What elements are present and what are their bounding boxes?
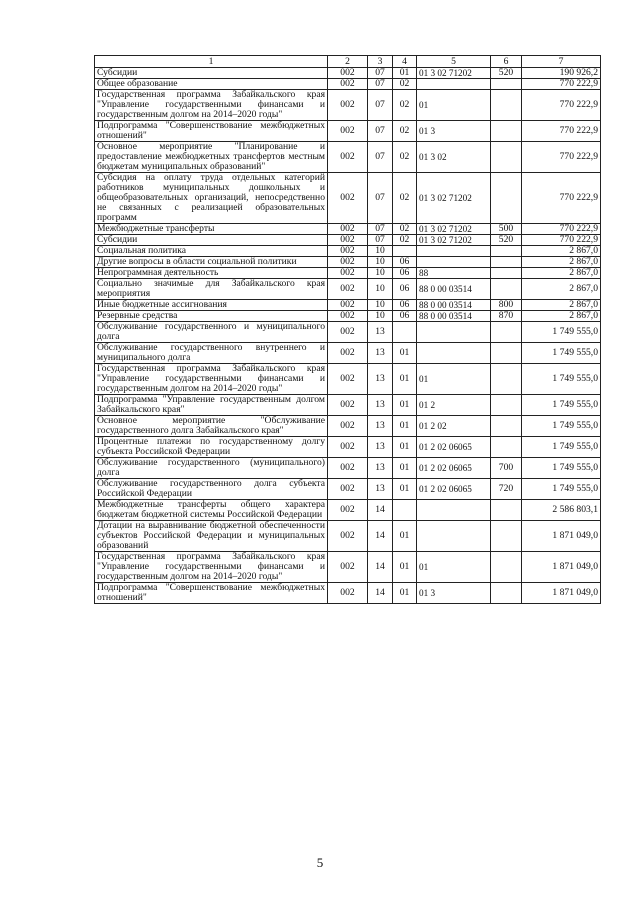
row-vr-cell: 870	[491, 311, 522, 322]
table-row	[95, 479, 601, 500]
row-ved-cell: 002	[328, 173, 368, 224]
row-csr-cell: 88 0 00 03514	[417, 279, 491, 300]
row-pr-cell	[393, 500, 417, 521]
row-pr-cell: 01	[393, 458, 417, 479]
row-ved-cell: 002	[328, 521, 368, 552]
row-vr-cell	[491, 246, 522, 257]
row-rz-cell: 07	[368, 173, 393, 224]
row-rz-cell: 07	[368, 79, 393, 90]
table-row	[95, 90, 601, 121]
row-vr-cell	[491, 364, 522, 395]
row-csr-cell: 01 2 02 06065	[417, 458, 491, 479]
row-vr-cell: 520	[491, 235, 522, 246]
row-rz-cell: 07	[368, 142, 393, 173]
row-ved-cell: 002	[328, 68, 368, 79]
row-vr-cell	[491, 322, 522, 343]
row-sum-cell: 1 749 555,0	[522, 437, 601, 458]
row-pr-cell: 02	[393, 235, 417, 246]
row-rz-cell: 07	[368, 68, 393, 79]
row-sum-cell: 2 867,0	[522, 257, 601, 268]
table-row	[95, 521, 601, 552]
row-pr-cell: 02	[393, 224, 417, 235]
row-rz-cell: 13	[368, 479, 393, 500]
row-vr-cell	[491, 90, 522, 121]
table-row	[95, 224, 601, 235]
row-sum-cell: 770 222,9	[522, 224, 601, 235]
row-csr-cell: 01	[417, 364, 491, 395]
row-name-cell: Основное мероприятие "Планирование и предоставление межбюджетных трансфертов местным бюджетам муниципальных образований"	[95, 142, 328, 173]
row-csr-cell: 01 2 02 06065	[417, 479, 491, 500]
row-pr-cell: 01	[393, 552, 417, 583]
row-csr-cell: 01 2 02 06065	[417, 437, 491, 458]
row-sum-cell: 1 749 555,0	[522, 458, 601, 479]
row-name-cell: Иные бюджетные ассигнования	[95, 300, 328, 311]
row-vr-cell	[491, 343, 522, 364]
row-name-cell: Обслуживание государственного внутреннего и муниципального долга	[95, 343, 328, 364]
row-pr-cell: 06	[393, 311, 417, 322]
row-vr-cell: 520	[491, 68, 522, 79]
row-vr-cell	[491, 521, 522, 552]
table-header-row	[95, 56, 601, 68]
row-csr-cell: 01 2 02	[417, 416, 491, 437]
row-sum-cell: 1 749 555,0	[522, 322, 601, 343]
row-vr-cell	[491, 500, 522, 521]
row-csr-cell: 88 0 00 03514	[417, 311, 491, 322]
row-vr-cell	[491, 552, 522, 583]
table-row	[95, 246, 601, 257]
row-sum-cell: 770 222,9	[522, 90, 601, 121]
row-ved-cell: 002	[328, 343, 368, 364]
row-name-cell: Субсидии	[95, 68, 328, 79]
row-rz-cell: 10	[368, 268, 393, 279]
table-row	[95, 142, 601, 173]
table-row	[95, 121, 601, 142]
row-ved-cell: 002	[328, 79, 368, 90]
row-name-cell: Обслуживание государственного (муниципального) долга	[95, 458, 328, 479]
row-name-cell: Государственная программа Забайкальского края "Управление государственными финансами и государственным долгом на 2014–2020 годы"	[95, 552, 328, 583]
row-pr-cell: 01	[393, 395, 417, 416]
row-vr-cell: 500	[491, 224, 522, 235]
row-pr-cell: 01	[393, 364, 417, 395]
row-name-cell: Подпрограмма "Совершенствование межбюджетных отношений"	[95, 583, 328, 604]
row-ved-cell: 002	[328, 224, 368, 235]
row-rz-cell: 14	[368, 521, 393, 552]
row-sum-cell: 2 867,0	[522, 246, 601, 257]
row-sum-cell: 1 749 555,0	[522, 364, 601, 395]
row-sum-cell: 770 222,9	[522, 235, 601, 246]
row-ved-cell: 002	[328, 416, 368, 437]
row-pr-cell: 01	[393, 343, 417, 364]
row-name-cell: Подпрограмма "Управление государственным долгом Забайкальского края"	[95, 395, 328, 416]
table-row	[95, 68, 601, 79]
row-pr-cell: 02	[393, 121, 417, 142]
table-row	[95, 343, 601, 364]
row-rz-cell: 07	[368, 121, 393, 142]
header-col-3: 3	[368, 56, 393, 68]
row-rz-cell: 13	[368, 322, 393, 343]
row-sum-cell: 770 222,9	[522, 79, 601, 90]
row-pr-cell: 01	[393, 68, 417, 79]
row-rz-cell: 07	[368, 90, 393, 121]
row-sum-cell: 1 871 049,0	[522, 552, 601, 583]
row-sum-cell: 770 222,9	[522, 121, 601, 142]
row-vr-cell	[491, 268, 522, 279]
row-sum-cell: 2 586 803,1	[522, 500, 601, 521]
table-row	[95, 322, 601, 343]
row-pr-cell: 02	[393, 173, 417, 224]
row-vr-cell	[491, 173, 522, 224]
row-vr-cell	[491, 121, 522, 142]
row-csr-cell: 01 3 02 71202	[417, 224, 491, 235]
table-row	[95, 583, 601, 604]
row-name-cell: Обслуживание государственного и муниципального долга	[95, 322, 328, 343]
row-ved-cell: 002	[328, 246, 368, 257]
row-vr-cell	[491, 416, 522, 437]
header-col-5: 5	[417, 56, 491, 68]
row-name-cell: Другие вопросы в области социальной политики	[95, 257, 328, 268]
table-row	[95, 257, 601, 268]
row-ved-cell: 002	[328, 311, 368, 322]
row-csr-cell: 01 3 02 71202	[417, 235, 491, 246]
row-pr-cell: 01	[393, 521, 417, 552]
table-row	[95, 268, 601, 279]
row-ved-cell: 002	[328, 479, 368, 500]
row-name-cell: Социальная политика	[95, 246, 328, 257]
row-rz-cell: 13	[368, 343, 393, 364]
row-csr-cell	[417, 521, 491, 552]
row-sum-cell: 1 749 555,0	[522, 395, 601, 416]
row-pr-cell: 01	[393, 437, 417, 458]
header-col-2: 2	[328, 56, 368, 68]
row-rz-cell: 10	[368, 300, 393, 311]
header-col-1: 1	[95, 56, 328, 68]
row-pr-cell: 02	[393, 142, 417, 173]
row-vr-cell	[491, 79, 522, 90]
row-csr-cell	[417, 343, 491, 364]
row-csr-cell: 01	[417, 90, 491, 121]
row-csr-cell: 01 3 02	[417, 142, 491, 173]
row-pr-cell: 01	[393, 479, 417, 500]
row-name-cell: Подпрограмма "Совершенствование межбюджетных отношений"	[95, 121, 328, 142]
row-rz-cell: 07	[368, 235, 393, 246]
row-name-cell: Субсидии	[95, 235, 328, 246]
row-rz-cell: 13	[368, 437, 393, 458]
row-name-cell: Государственная программа Забайкальского края "Управление государственными финансами и государственным долгом на 2014–2020 годы"	[95, 90, 328, 121]
row-pr-cell: 02	[393, 90, 417, 121]
table-row	[95, 364, 601, 395]
row-sum-cell: 1 871 049,0	[522, 583, 601, 604]
row-ved-cell: 002	[328, 395, 368, 416]
row-csr-cell: 01 3 02 71202	[417, 173, 491, 224]
row-ved-cell: 002	[328, 322, 368, 343]
row-csr-cell: 88 0 00 03514	[417, 300, 491, 311]
row-rz-cell: 14	[368, 583, 393, 604]
row-name-cell: Общее образование	[95, 79, 328, 90]
table-row	[95, 79, 601, 90]
row-vr-cell	[491, 257, 522, 268]
row-ved-cell: 002	[328, 458, 368, 479]
row-vr-cell	[491, 142, 522, 173]
row-sum-cell: 190 926,2	[522, 68, 601, 79]
row-rz-cell: 14	[368, 500, 393, 521]
row-pr-cell: 06	[393, 268, 417, 279]
row-sum-cell: 2 867,0	[522, 268, 601, 279]
row-vr-cell	[491, 437, 522, 458]
header-col-7: 7	[522, 56, 601, 68]
row-pr-cell: 01	[393, 416, 417, 437]
row-ved-cell: 002	[328, 437, 368, 458]
row-ved-cell: 002	[328, 279, 368, 300]
row-rz-cell: 14	[368, 552, 393, 583]
row-ved-cell: 002	[328, 235, 368, 246]
row-pr-cell	[393, 322, 417, 343]
row-vr-cell: 700	[491, 458, 522, 479]
row-sum-cell: 1 871 049,0	[522, 521, 601, 552]
row-ved-cell: 002	[328, 552, 368, 583]
row-rz-cell: 10	[368, 279, 393, 300]
table-row	[95, 173, 601, 224]
row-csr-cell	[417, 322, 491, 343]
row-ved-cell: 002	[328, 257, 368, 268]
row-ved-cell: 002	[328, 268, 368, 279]
row-ved-cell: 002	[328, 364, 368, 395]
row-name-cell: Обслуживание государственного долга субъекта Российской Федерации	[95, 479, 328, 500]
row-name-cell: Дотации на выравнивание бюджетной обеспеченности субъектов Российской Федерации и муниципальных образований	[95, 521, 328, 552]
row-csr-cell	[417, 257, 491, 268]
row-vr-cell	[491, 583, 522, 604]
row-pr-cell: 06	[393, 257, 417, 268]
row-csr-cell: 01 3	[417, 121, 491, 142]
row-ved-cell: 002	[328, 583, 368, 604]
row-csr-cell: 01 2	[417, 395, 491, 416]
row-name-cell: Непрограммная деятельность	[95, 268, 328, 279]
row-ved-cell: 002	[328, 300, 368, 311]
row-sum-cell: 770 222,9	[522, 173, 601, 224]
row-csr-cell	[417, 500, 491, 521]
row-csr-cell: 01 3	[417, 583, 491, 604]
row-vr-cell: 720	[491, 479, 522, 500]
row-csr-cell: 88	[417, 268, 491, 279]
row-rz-cell: 13	[368, 395, 393, 416]
row-rz-cell: 10	[368, 257, 393, 268]
row-csr-cell	[417, 246, 491, 257]
row-csr-cell: 01 3 02 71202	[417, 68, 491, 79]
row-name-cell: Субсидия на оплату труда отдельных категорий работников муниципальных дошкольных и общеобразовательных организаций, непосредственно не связанных с реализацией образовательных программ	[95, 173, 328, 224]
row-pr-cell: 02	[393, 79, 417, 90]
table-row	[95, 395, 601, 416]
row-csr-cell: 01	[417, 552, 491, 583]
row-rz-cell: 07	[368, 224, 393, 235]
table-row	[95, 311, 601, 322]
row-rz-cell: 13	[368, 458, 393, 479]
row-sum-cell: 1 749 555,0	[522, 479, 601, 500]
row-sum-cell: 770 222,9	[522, 142, 601, 173]
table-row	[95, 416, 601, 437]
page-number: 5	[316, 855, 324, 870]
table-row	[95, 437, 601, 458]
row-sum-cell: 1 749 555,0	[522, 343, 601, 364]
table-row	[95, 500, 601, 521]
row-pr-cell: 06	[393, 279, 417, 300]
row-pr-cell	[393, 246, 417, 257]
row-name-cell: Межбюджетные трансферты общего характера бюджетам бюджетной системы Российской Федерации	[95, 500, 328, 521]
row-sum-cell: 2 867,0	[522, 300, 601, 311]
row-vr-cell	[491, 279, 522, 300]
header-col-6: 6	[491, 56, 522, 68]
row-sum-cell: 2 867,0	[522, 311, 601, 322]
row-pr-cell: 06	[393, 300, 417, 311]
row-name-cell: Межбюджетные трансферты	[95, 224, 328, 235]
row-sum-cell: 1 749 555,0	[522, 416, 601, 437]
table-row	[95, 300, 601, 311]
row-name-cell: Государственная программа Забайкальского края "Управление государственными финансами и государственным долгом на 2014–2020 годы"	[95, 364, 328, 395]
row-rz-cell: 10	[368, 246, 393, 257]
table-row	[95, 279, 601, 300]
table-row	[95, 458, 601, 479]
row-rz-cell: 13	[368, 364, 393, 395]
row-name-cell: Основное мероприятие "Обслуживание государственного долга Забайкальского края"	[95, 416, 328, 437]
row-sum-cell: 2 867,0	[522, 279, 601, 300]
table-row	[95, 235, 601, 246]
row-name-cell: Резервные средства	[95, 311, 328, 322]
row-ved-cell: 002	[328, 500, 368, 521]
row-rz-cell: 13	[368, 416, 393, 437]
row-rz-cell: 10	[368, 311, 393, 322]
row-ved-cell: 002	[328, 142, 368, 173]
row-name-cell: Социально значимые для Забайкальского края мероприятия	[95, 279, 328, 300]
row-vr-cell: 800	[491, 300, 522, 311]
row-csr-cell	[417, 79, 491, 90]
row-name-cell: Процентные платежи по государственному долгу субъекта Российской Федерации	[95, 437, 328, 458]
header-col-4: 4	[393, 56, 417, 68]
row-pr-cell: 01	[393, 583, 417, 604]
row-vr-cell	[491, 395, 522, 416]
row-ved-cell: 002	[328, 121, 368, 142]
budget-table	[94, 55, 601, 604]
table-row	[95, 552, 601, 583]
row-ved-cell: 002	[328, 90, 368, 121]
